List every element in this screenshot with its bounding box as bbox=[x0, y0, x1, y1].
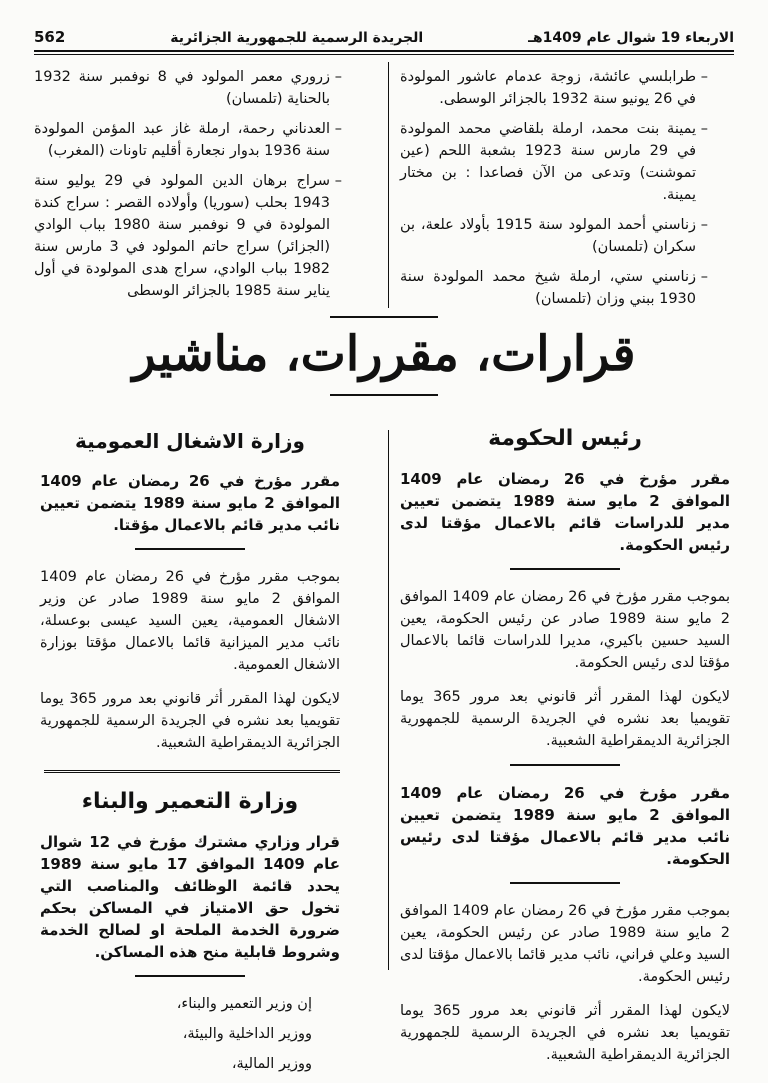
decision-title: مقرر مؤرخ في 26 رمضان عام 1409 الموافق 2 مايو سنة 1989 يتضمن تعيين مدير للدراسات قائم بالاعمال مؤقتا لدى رئيس الحكومة. bbox=[400, 470, 730, 554]
list-item: – طرابلسي عائشة، زوجة عدمام عاشور المولودة في 26 يونيو سنة 1932 بالجزائر الوسطى. bbox=[400, 66, 708, 110]
separator bbox=[510, 764, 620, 766]
header-rule bbox=[34, 50, 734, 55]
list-item: – سراج برهان الدين المولود في 29 يوليو سنة 1943 بحلب (سوريا) وأولاده القصر : سراج كندة المولودة في 9 نوفمبر سنة 1980 بباب الوادي (الجزائر) سراج حاتم المولود في 3 مارس سنة 1982 بباب الوادي، سراج هدى المولودة في أول يناير سنة 1985 بالجزائر الوسطى bbox=[34, 170, 342, 302]
decision-body: بموجب مقرر مؤرخ في 26 رمضان عام 1409 الموافق 2 مايو سنة 1989 صادر عن رئيس الحكومة، يعين السيد وعلي فراني، نائب مدير قائما بالاعمال مؤقتا لدى رئيس الحكومة. bbox=[400, 903, 730, 985]
column-divider-top bbox=[388, 62, 389, 308]
top-right-list bbox=[400, 66, 708, 318]
section-title-prime-minister: رئيس الحكومة bbox=[488, 426, 642, 451]
decision-effect: لايكون لهذا المقرر أثر قانوني بعد مرور 365 يوما تقويميا بعد نشره في الجريدة الرسمية للجمهورية الجزائرية الديمقراطية الشعبية. bbox=[400, 689, 730, 749]
decision-title: مقرر مؤرخ في 26 رمضان عام 1409 الموافق 2 مايو سنة 1989 يتضمن تعيين نائب مدير قائم بالاعمال مؤقتا. bbox=[40, 472, 340, 534]
top-left-list bbox=[34, 66, 342, 310]
decision-body: بموجب مقرر مؤرخ في 26 رمضان عام 1409 الموافق 2 مايو سنة 1989 صادر عن وزير الاشغال العمومية، يعين السيد عيسى بوعسلة، نائب مدير الميزانية قائما بالاعمال مؤقتا بوزارة الاشغال العمومية. bbox=[40, 569, 340, 673]
joint-decision-title: قرار وزاري مشترك مؤرخ في 12 شوال عام 1409 الموافق 17 مايو سنة 1989 يحدد قائمة الوظائف والمناصب التي تخول حق الامتياز في المساكن بحكم ضرورة الخدمة الملحة او لصالح الخدمة وشروط قابلية منح هذه المساكن. bbox=[40, 833, 340, 961]
page-header bbox=[34, 22, 734, 46]
separator bbox=[135, 548, 245, 550]
list-item: – زروري معمر المولود في 8 نوفمبر سنة 1932 بالحناية (تلمسان) bbox=[34, 66, 342, 110]
column-divider-main bbox=[388, 430, 389, 970]
list-item: – زناسني ستي، ارملة شيخ محمد المولودة سنة 1930 ببني وزان (تلمسان) bbox=[400, 266, 708, 310]
section-title-public-works: وزارة الاشغال العمومية bbox=[75, 429, 305, 453]
decision-title: مقرر مؤرخ في 26 رمضان عام 1409 الموافق 2 مايو سنة 1989 يتضمن تعيين نائب مدير قائم بالاعمال مؤقتا لدى رئيس الحكومة. bbox=[400, 784, 730, 868]
signatory: ووزير المالية، bbox=[231, 1056, 312, 1072]
left-column bbox=[40, 430, 340, 1083]
decision-body: بموجب مقرر مؤرخ في 26 رمضان عام 1409 الموافق 2 مايو سنة 1989 صادر عن رئيس الحكومة، يعين السيد حسين باكيري، مديرا للدراسات قائما بالاعمال مؤقتا لدى رئيس الحكومة. bbox=[400, 589, 730, 671]
signatory: إن وزير التعمير والبناء، bbox=[176, 996, 312, 1012]
title-rule-top bbox=[330, 316, 438, 318]
title-rule-bottom bbox=[330, 394, 438, 396]
list-item: – العدناني رحمة، ارملة غاز عبد المؤمن المولودة سنة 1936 بدوار نجعارة أقليم تاونات (المغرب) bbox=[34, 118, 342, 162]
decision-effect: لايكون لهذا المقرر أثر قانوني بعد مرور 365 يوما تقويميا بعد نشره في الجريدة الرسمية للجمهورية الجزائرية الديمقراطية الشعبية. bbox=[40, 691, 340, 751]
section-title-urbanism: وزارة التعمير والبناء bbox=[81, 789, 299, 814]
list-item: – زناسني أحمد المولود سنة 1915 بأولاد علعة، بن سكران (تلمسان) bbox=[400, 214, 708, 258]
separator bbox=[510, 568, 620, 570]
issue-date: الاربعاء 19 شوال عام 1409هـ bbox=[528, 30, 734, 46]
right-column bbox=[400, 428, 730, 1078]
separator bbox=[135, 975, 245, 977]
page-number: 562 bbox=[34, 28, 66, 46]
section-separator bbox=[44, 770, 340, 773]
decision-effect: لايكون لهذا المقرر أثر قانوني بعد مرور 365 يوما تقويميا بعد نشره في الجريدة الرسمية للجمهورية الجزائرية الديمقراطية الشعبية. bbox=[400, 1003, 730, 1063]
list-item: – يمينة بنت محمد، ارملة بلقاضي محمد المولودة في 29 مارس سنة 1923 بشعبة اللحم (عين تموشنت) وتدعى من الآن فصاعدا : بن مختار يمينة. bbox=[400, 118, 708, 206]
separator bbox=[510, 882, 620, 884]
signatory: ووزير الداخلية والبيئة، bbox=[182, 1026, 312, 1042]
main-title: قرارات، مقررات، مناشير bbox=[132, 326, 636, 382]
journal-name: الجريدة الرسمية للجمهورية الجزائرية bbox=[170, 30, 424, 46]
